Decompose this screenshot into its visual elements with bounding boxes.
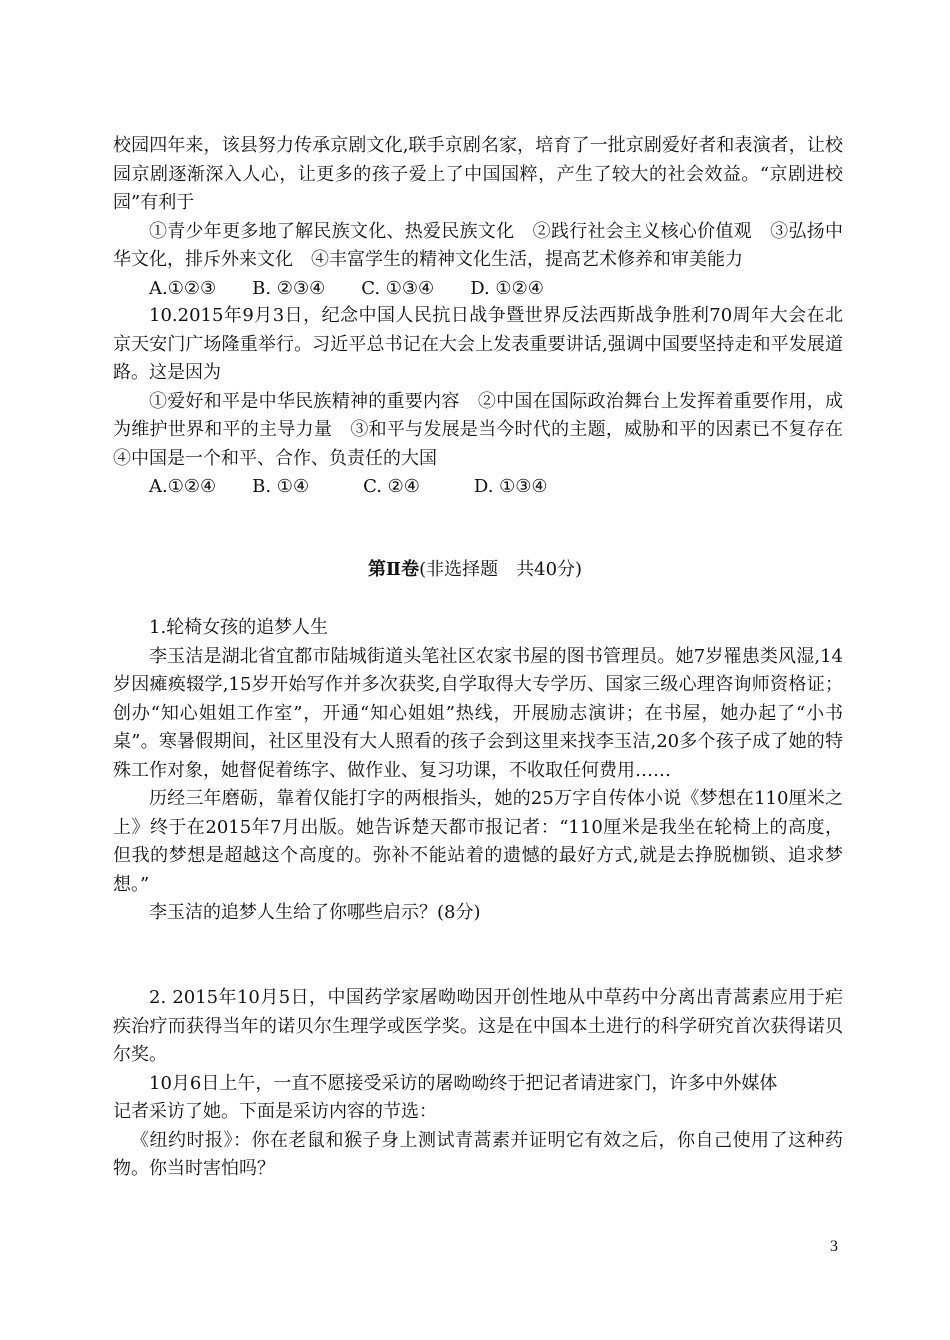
question-9-options: A.①②③ B. ②③④ C. ①③④ D. ①②④ — [149, 277, 544, 299]
essay-question-2-para1: 2. 2015年10月5日，中国药学家屠呦呦因开创性地从中草药中分离出青蒿素应用于疟疾治疗而获得当年的诺贝尔生理学或医学奖。这是在中国本土进行的科学研究首次获得诺贝尔奖。 — [113, 987, 843, 1065]
question-9 — [113, 132, 843, 303]
question-9-statements: ①青少年更多地了解民族文化、热爱民族文化 ②践行社会主义核心价值观 ③弘扬中华文化，排斥外来文化 ④丰富学生的精神文化生活，提高艺术修养和审美能力 — [113, 220, 843, 270]
section-title — [0, 556, 950, 584]
essay-question-1-para2: 历经三年磨砺，靠着仅能打字的两根指头，她的25万字自传体小说《梦想在110厘米之上》终于在2015年7月出版。她告诉楚天都市报记者：“110厘米是我坐在轮椅上的高度，但我的梦想是超越这个高度的。弥补不能站着的遗憾的最好方式,就是去挣脱枷锁、追求梦想。” — [113, 788, 843, 895]
essay-question-1-prompt: 李玉洁的追梦人生给了你哪些启示？(8分) — [149, 902, 481, 923]
essay-question-2 — [113, 984, 843, 1184]
question-10-statements: ①爱好和平是中华民族精神的重要内容 ②中国在国际政治舞台上发挥着重要作用，成为维护世界和平的主导力量 ③和平与发展是当今时代的主题，威胁和平的因素已不复存在 ④中国是一个和平、合作、负责任的大国 — [113, 390, 861, 469]
section-title-rest: (非选择题 共40分) — [419, 559, 583, 580]
question-10 — [113, 302, 861, 502]
question-10-options: A.①②④ B. ①④ C. ②④ D. ①③④ — [149, 476, 548, 497]
question-10-stem: 10.2015年9月3日，纪念中国人民抗日战争暨世界反法西斯战争胜利70周年大会在北京天安门广场隆重举行。习近平总书记在大会上发表重要讲话,强调中国要坚持走和平发展道路。这是因为 — [113, 305, 843, 383]
section-title-bold: 第Ⅱ卷 — [367, 559, 420, 580]
essay-question-1-para1: 李玉洁是湖北省宜都市陆城街道头笔社区农家书屋的图书管理员。她7岁罹患类风湿,14岁因瘫痪辍学,15岁开始写作并多次获奖,自学取得大专学历、国家三级心理咨询师资格证；创办“知心姐姐工作室”，开通“知心姐姐”热线，开展励志演讲；在书屋，她办起了“小书桌”。寒暑假期间，社区里没有大人照看的孩子会到这里来找李玉洁,20多个孩子成了她的特殊工作对象，她督促着练字、做作业、复习功课，不收取任何费用…… — [113, 645, 843, 781]
question-9-stem: 校园四年来，该县努力传承京剧文化,联手京剧名家，培育了一批京剧爱好者和表演者，让校园京剧逐渐深入人心，让更多的孩子爱上了中国国粹，产生了较大的社会效益。“京剧进校园”有利于 — [113, 135, 843, 213]
essay-question-2-para2a: 10月6日上午，一直不愿接受采访的屠呦呦终于把记者请进家门，许多中外媒体 — [149, 1072, 778, 1094]
essay-question-1 — [113, 614, 843, 928]
essay-question-2-para3: 《纽约时报》：你在老鼠和猴子身上测试青蒿素并证明它有效之后，你自己使用了这种药物。你当时害怕吗？ — [113, 1129, 843, 1179]
essay-question-1-heading: 1.轮椅女孩的追梦人生 — [149, 617, 329, 638]
page-number: 3 — [830, 1238, 838, 1255]
essay-question-2-para2b: 记者采访了她。下面是采访内容的节选： — [113, 1101, 437, 1122]
